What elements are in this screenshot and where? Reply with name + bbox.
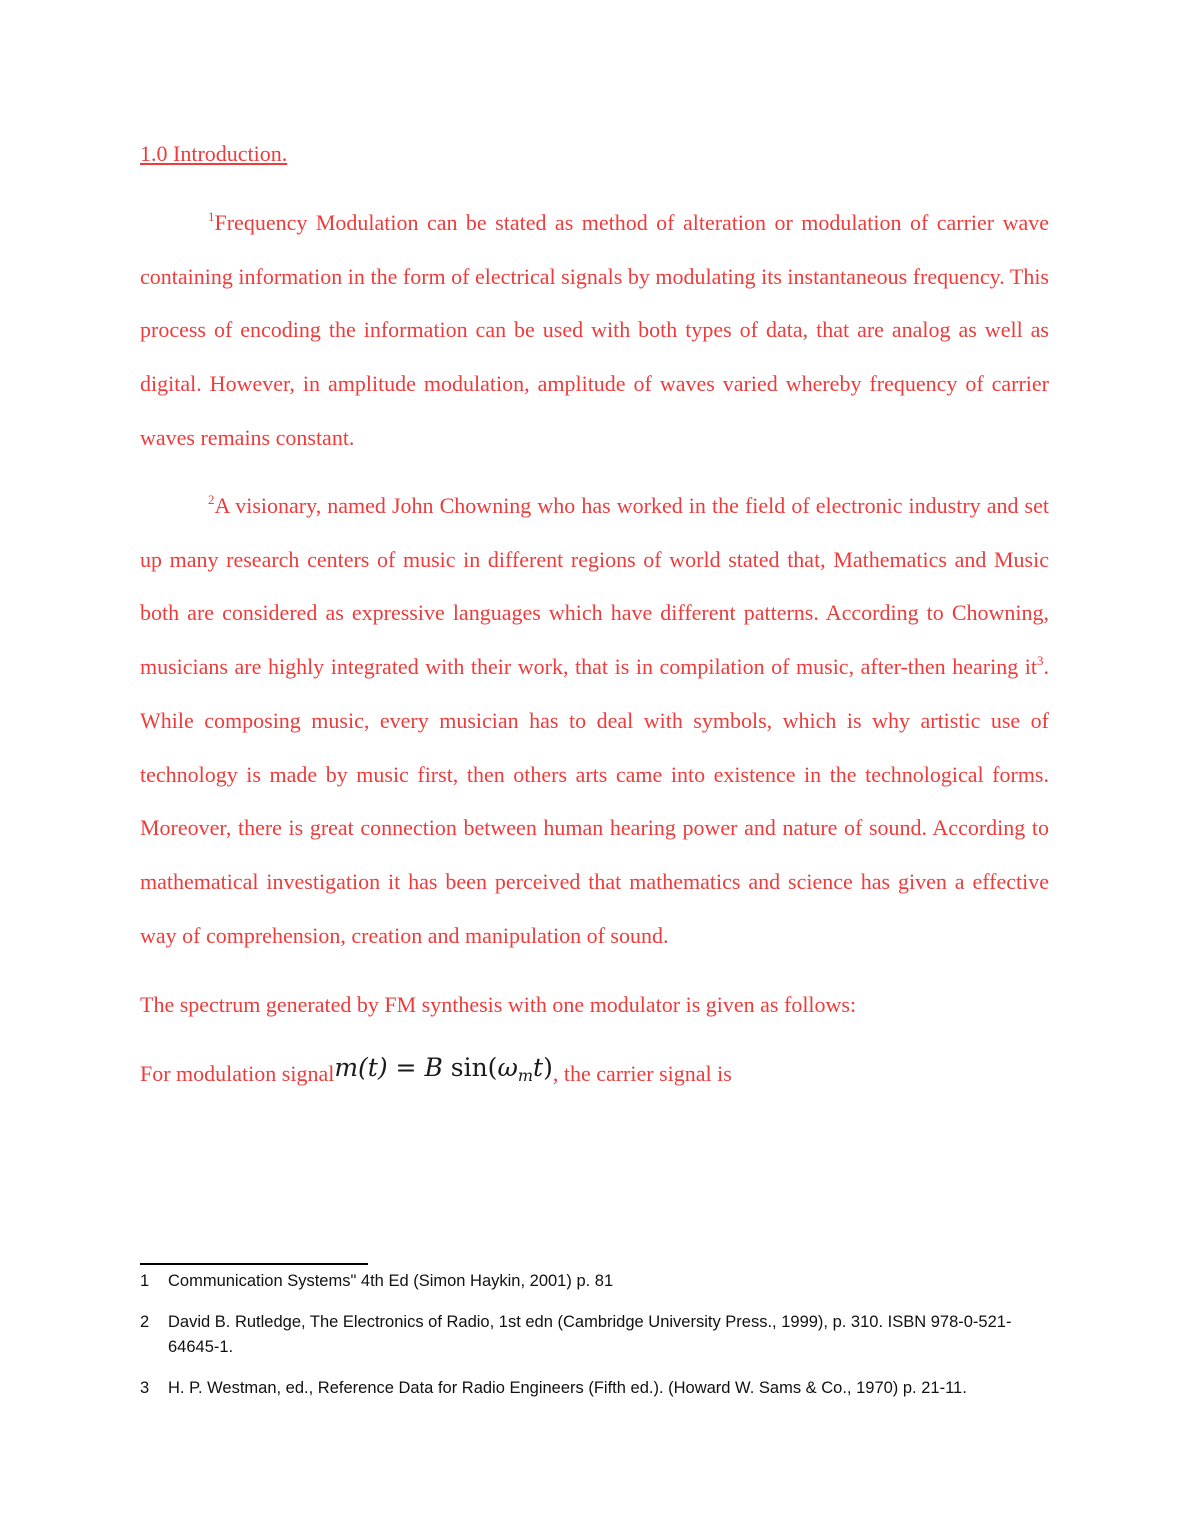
section-heading: 1.0 Introduction.	[140, 141, 288, 166]
footnote-3	[140, 1376, 1040, 1401]
footnote-number: 2	[140, 1313, 150, 1331]
paragraph-intro-text: Frequency Modulation can be stated as method of alteration or modulation of carrier wave containing information in the form of electrical signals by modulating its instantaneous frequency. This process of encoding the information can be used with both types of data, that are analog as well as digital. However, in amplitude modulation, amplitude of waves varied whereby frequency of carrier waves remains constant.	[140, 210, 1049, 450]
footnote-text: H. P. Westman, ed., Reference Data for Radio Engineers (Fifth ed.). (Howard W. Sams & Co., 1970) p. 21-11.	[168, 1379, 967, 1397]
formula-coefficient: B	[424, 1053, 443, 1082]
footnote-2	[140, 1310, 1040, 1360]
footnote-text: Communication Systems" 4th Ed (Simon Haykin, 2001) p. 81	[168, 1272, 614, 1290]
formula-omega-subscript: m	[517, 1066, 534, 1085]
paragraph-intro	[140, 196, 1049, 465]
modulation-prefix: For modulation signal	[140, 1061, 335, 1086]
formula-function: sin(	[442, 1053, 498, 1082]
formula-omega: ω	[497, 1053, 518, 1082]
modulation-statement	[140, 1053, 732, 1096]
footnote-ref-3[interactable]: 3	[1037, 653, 1044, 669]
footnote-number: 1	[140, 1272, 150, 1290]
formula-close-paren: )	[543, 1053, 553, 1082]
modulation-formula	[334, 1053, 553, 1085]
modulation-suffix: , the carrier signal is	[552, 1061, 732, 1086]
footnote-1	[140, 1269, 1040, 1294]
footnote-text: David B. Rutledge, The Electronics of Radio, 1st edn (Cambridge University Press., 1999), p. 310. ISBN 978-0-521-64645-1.	[168, 1313, 1012, 1356]
footnote-number: 3	[140, 1379, 150, 1397]
formula-equals: =	[387, 1053, 425, 1082]
paragraph-chowning-text-b: . While composing music, every musician has to deal with symbols, which is why artistic use of technology is made by music first, then others arts came into existence in the technological forms. Moreover, there is great connection between human hearing power and nature of sound. According to mathematical investigation it has been perceived that mathematics and science has given a effective way of comprehension, creation and manipulation of sound.	[140, 654, 1049, 948]
spectrum-statement: The spectrum generated by FM synthesis with one modulator is given as follows:	[140, 992, 857, 1017]
paragraph-chowning-text-a: A visionary, named John Chowning who has worked in the field of electronic industry and set up many research centers of music in different regions of world stated that, Mathematics and Music both are considered as expressive languages which have different patterns. According to Chowning, musicians are highly integrated with their work, that is in compilation of music, after-then hearing it	[140, 493, 1049, 680]
footnote-separator	[140, 1263, 368, 1265]
footnote-ref-2[interactable]: 2	[208, 492, 215, 507]
formula-lhs: m(t)	[334, 1053, 388, 1082]
paragraph-chowning	[140, 479, 1049, 962]
footnote-ref-1[interactable]: 1	[208, 209, 215, 224]
formula-variable: t	[533, 1053, 544, 1082]
